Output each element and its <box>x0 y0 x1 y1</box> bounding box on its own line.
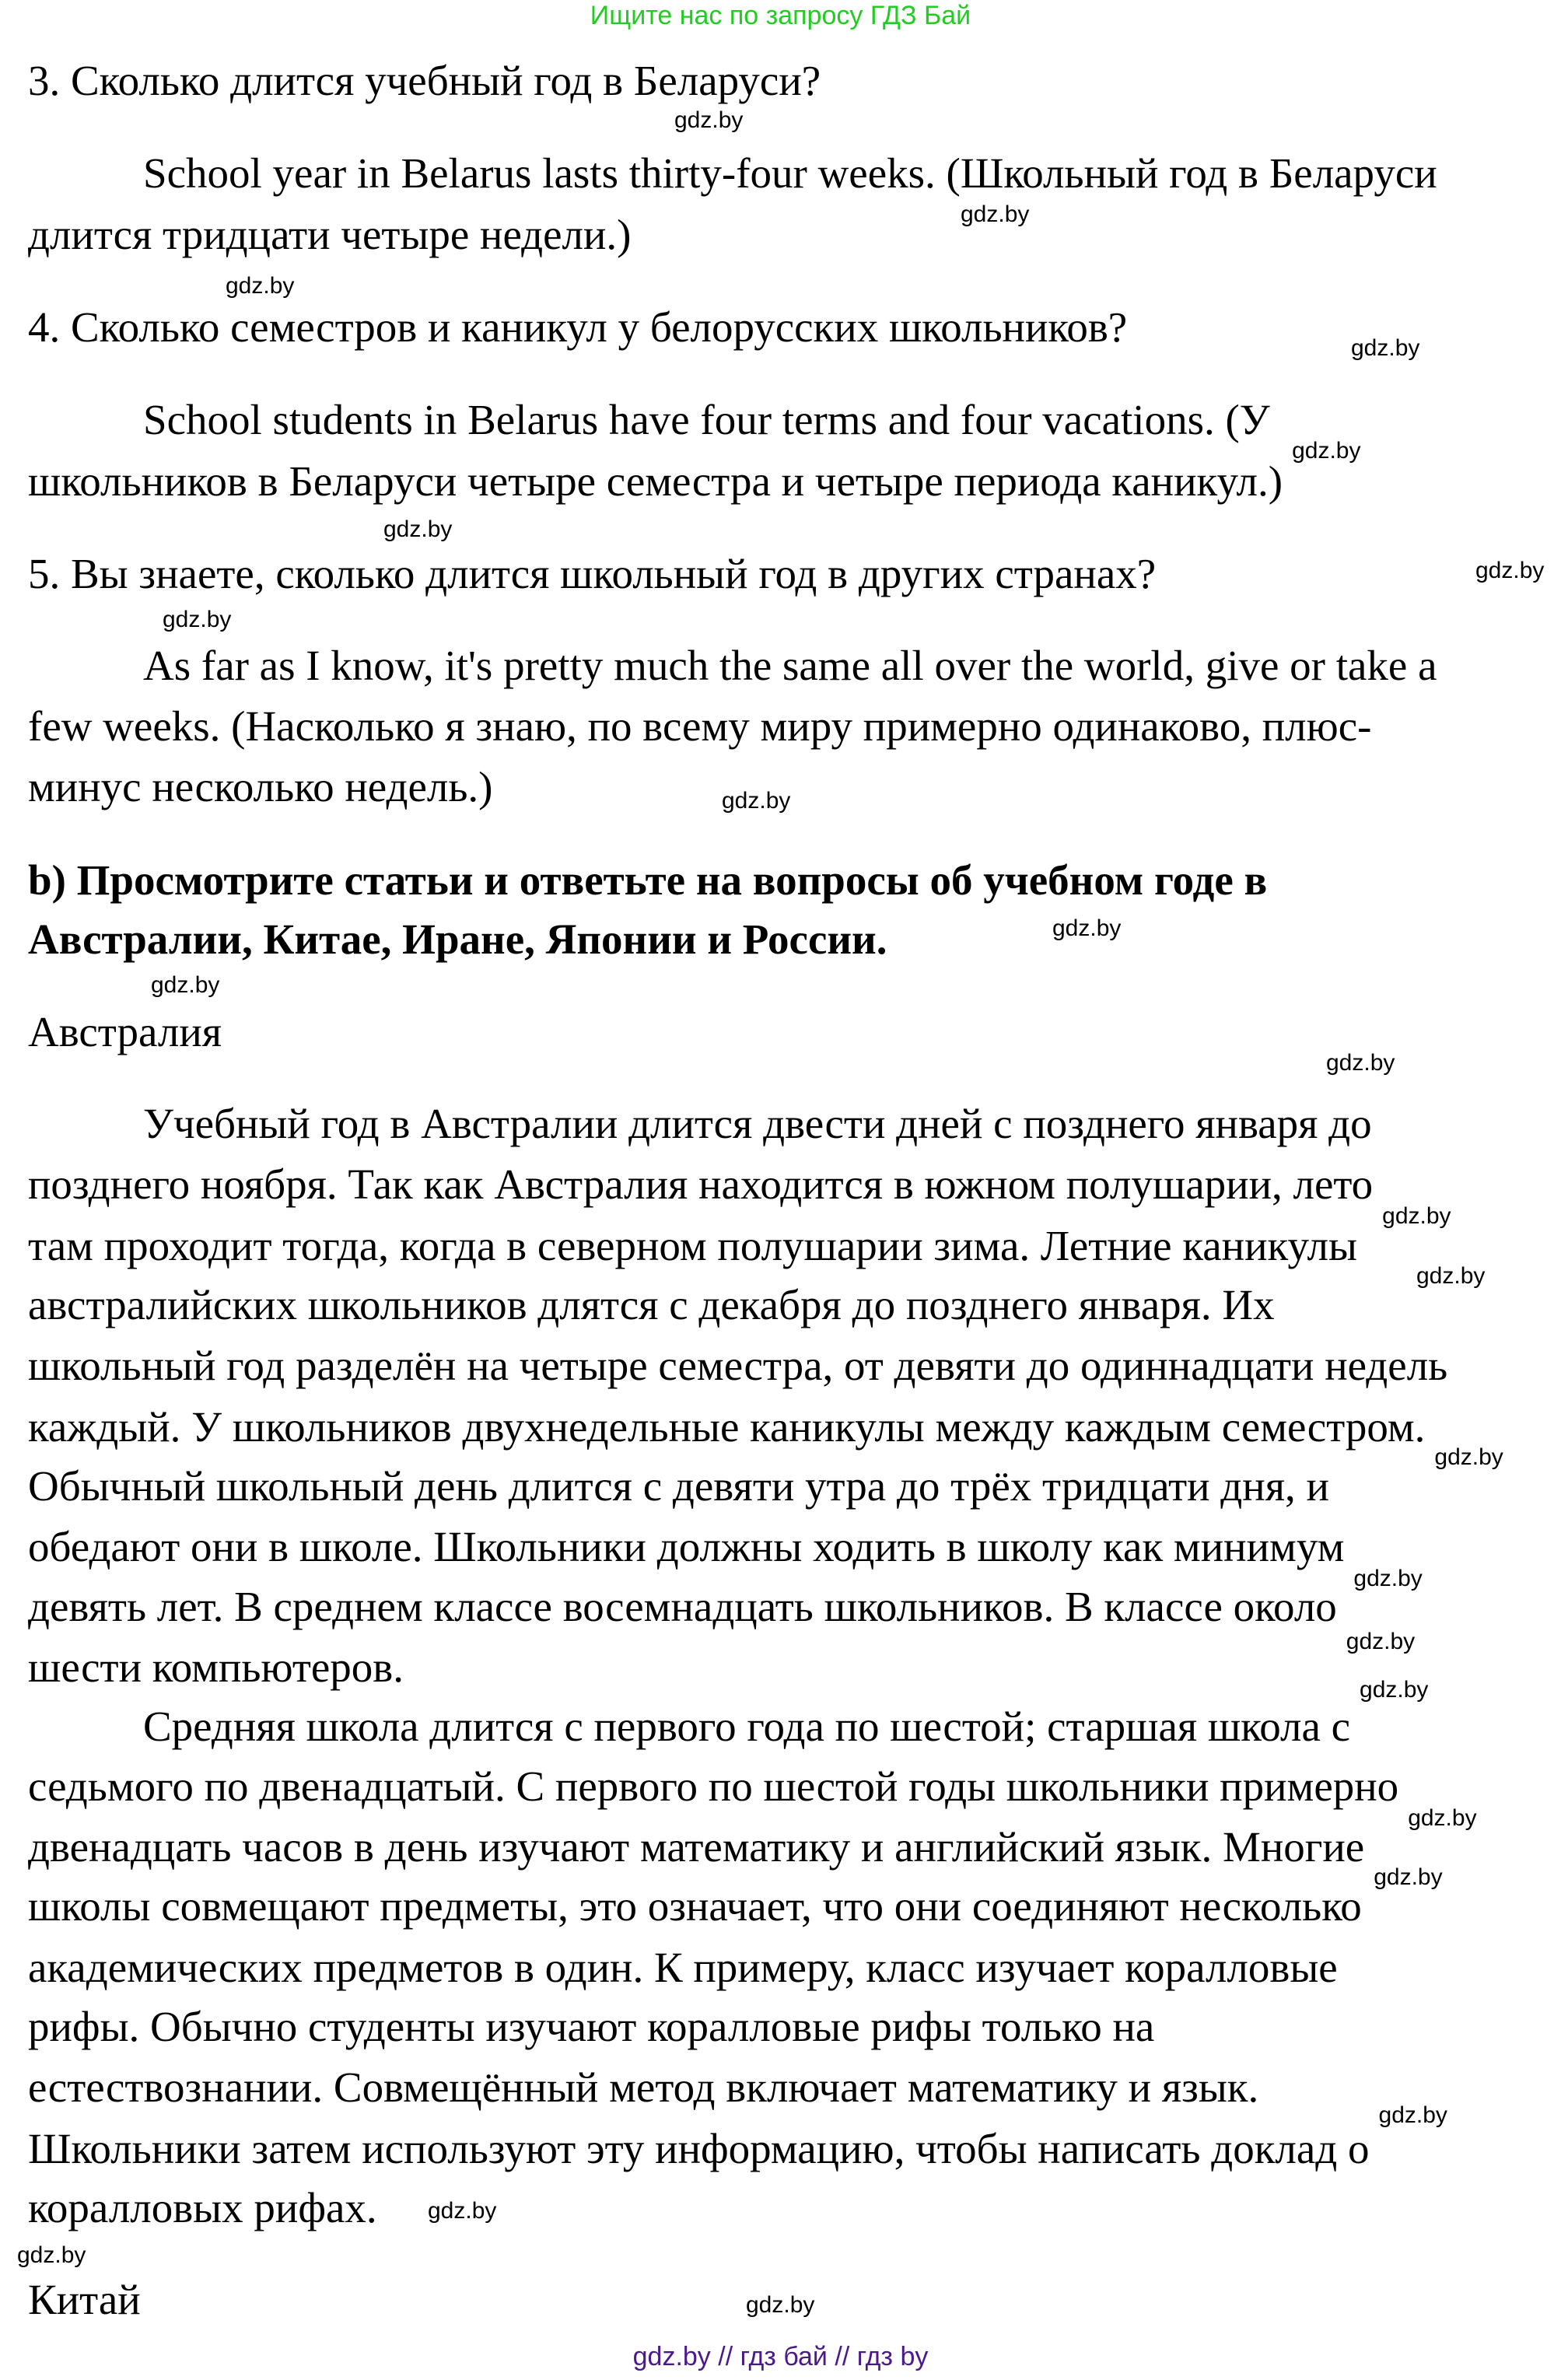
watermark: gdz.by <box>163 607 232 632</box>
paragraph-line: Школьники затем используют эту информацию, чтобы написать доклад о <box>28 2125 1370 2172</box>
section-title-china: Китай <box>28 2276 141 2323</box>
answer-4-line: School students in Belarus have four terms and four vacations. (У <box>143 396 1270 443</box>
search-banner: Ищите нас по запросу ГДЗ Бай <box>590 1 971 30</box>
paragraph-line: позднего ноября. Так как Австралия находится в южном полушарии, лето <box>28 1160 1374 1208</box>
watermark: gdz.by <box>746 2292 815 2318</box>
paragraph-line: Средняя школа длится с первого года по шестой; старшая школа с <box>143 1703 1351 1750</box>
paragraph-line: коралловых рифах. <box>28 2184 377 2231</box>
paragraph-line: австралийских школьников длятся с декабря до позднего января. Их <box>28 1281 1275 1328</box>
watermark: gdz.by <box>1408 1805 1477 1831</box>
watermark: gdz.by <box>383 516 453 542</box>
watermark: gdz.by <box>1353 1566 1423 1591</box>
paragraph-line: естествознании. Совмещённый метод включает математику и язык. <box>28 2063 1259 2111</box>
paragraph-line: девять лет. В среднем классе восемнадцать школьников. В классе около <box>28 1583 1337 1630</box>
paragraph-line: школы совмещают предметы, это означает, что они соединяют несколько <box>28 1882 1362 1930</box>
watermark: gdz.by <box>1326 1050 1395 1076</box>
answer-5-line: минус несколько недель.) <box>28 763 493 810</box>
footer-links[interactable]: gdz.by // гдз бай // гдз by <box>632 2342 929 2371</box>
answer-5-line: As far as I know, it's pretty much the same all over the world, give or take a <box>143 642 1437 689</box>
answer-4-line: школьников в Беларуси четыре семестра и четыре периода каникул.) <box>28 457 1283 505</box>
paragraph-line: школьный год разделён на четыре семестра, от девяти до одиннадцати недель <box>28 1342 1448 1389</box>
paragraph-line: Обычный школьный день длится с девяти утра до трёх тридцати дня, и <box>28 1462 1329 1510</box>
watermark: gdz.by <box>1374 1864 1443 1890</box>
watermark: gdz.by <box>17 2242 86 2268</box>
watermark: gdz.by <box>961 201 1030 227</box>
watermark: gdz.by <box>1292 438 1361 464</box>
watermark: gdz.by <box>1434 1444 1503 1470</box>
paragraph-line: двенадцать часов в день изучают математику и английский язык. Многие <box>28 1823 1365 1871</box>
watermark: gdz.by <box>674 107 744 133</box>
answer-5-line: few weeks. (Насколько я знаю, по всему миру примерно одинаково, плюс- <box>28 702 1372 750</box>
paragraph-line: там проходит тогда, когда в северном полушарии зима. Летние каникулы <box>28 1222 1357 1269</box>
watermark: gdz.by <box>1052 915 1122 941</box>
question-5: 5. Вы знаете, сколько длится школьный год в других странах? <box>28 550 1157 597</box>
watermark: gdz.by <box>722 788 791 814</box>
paragraph-line: шести компьютеров. <box>28 1643 404 1691</box>
watermark: gdz.by <box>1346 1629 1416 1654</box>
paragraph-line: рифы. Обычно студенты изучают коралловые рифы только на <box>28 2003 1155 2050</box>
paragraph-line: обедают они в школе. Школьники должны ходить в школу как минимум <box>28 1523 1345 1570</box>
watermark: gdz.by <box>1351 335 1420 361</box>
watermark: gdz.by <box>1475 558 1545 583</box>
question-4: 4. Сколько семестров и каникул у белорусских школьников? <box>28 303 1128 351</box>
watermark: gdz.by <box>151 972 220 998</box>
watermark: gdz.by <box>1382 1203 1451 1229</box>
watermark: gdz.by <box>1416 1263 1486 1289</box>
watermark: gdz.by <box>428 2198 497 2224</box>
paragraph-line: академических предметов в один. К примеру, класс изучает коралловые <box>28 1944 1338 1991</box>
watermark: gdz.by <box>1360 1677 1429 1703</box>
answer-3-line: School year in Belarus lasts thirty-four weeks. (Школьный год в Беларуси <box>143 149 1437 197</box>
watermark: gdz.by <box>226 273 295 299</box>
paragraph-line: Учебный год в Австралии длится двести дней с позднего января до <box>143 1100 1372 1147</box>
watermark: gdz.by <box>1378 2102 1447 2128</box>
question-3: 3. Сколько длится учебный год в Беларуси? <box>28 57 821 104</box>
paragraph-line: седьмого по двенадцатый. С первого по шестой годы школьники примерно <box>28 1762 1399 1810</box>
task-b-heading: Австралии, Китае, Иране, Японии и России. <box>28 915 887 963</box>
paragraph-line: каждый. У школьников двухнедельные каникулы между каждым семестром. <box>28 1403 1426 1451</box>
task-b-heading: b) Просмотрите статьи и ответьте на вопросы об учебном годе в <box>28 856 1268 904</box>
answer-3-line: длится тридцати четыре недели.) <box>28 211 632 258</box>
section-title-australia: Австралия <box>28 1008 222 1055</box>
